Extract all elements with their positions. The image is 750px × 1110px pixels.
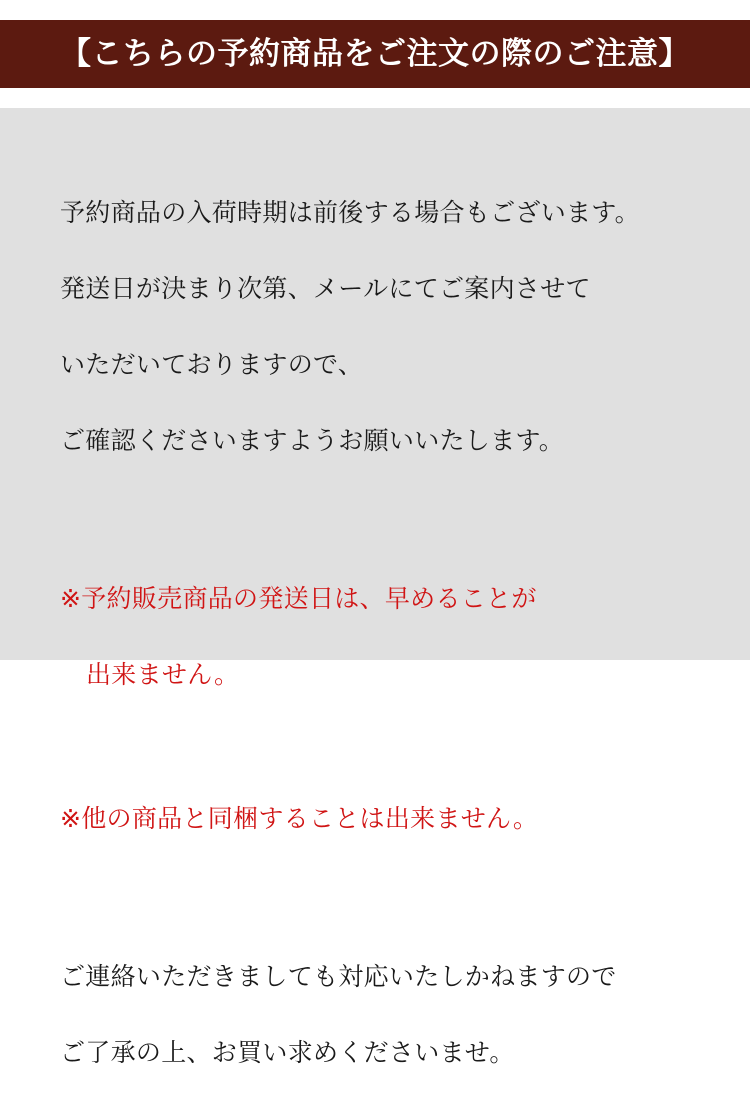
notice-warning-no-earlier-shipping-line-1: ※予約販売商品の発送日は、早めることが [60,584,537,613]
notice-warning-no-earlier-shipping-line-2: 出来ません。 [86,660,240,689]
notice-paragraph-shipping-timing-line-4: ご確認くださいますようお願いいたします。 [60,426,565,455]
spacer-1 [60,498,694,542]
notice-paragraph-acknowledgement-line-2: ご了承の上、お買い求めくださいませ。 [60,1038,515,1067]
notice-warning-no-earlier-shipping [60,542,694,732]
notice-paragraph-shipping-timing-line-3: いただいておりますので、 [60,350,364,379]
notice-paragraph-shipping-timing-line-2: 発送日が決まり次第、メールにてご案内させて [60,274,591,303]
notice-header-title: 【こちらの予約商品をご注文の際のご注意】 [60,35,690,72]
notice-warning-no-combined-shipping-line-1: ※他の商品と同梱することは出来ません。 [60,804,539,833]
spacer-2 [60,732,694,762]
spacer-3 [60,876,694,920]
notice-paragraph-shipping-timing [60,156,694,498]
notice-paragraph-shipping-timing-line-1: 予約商品の入荷時期は前後する場合もございます。 [60,198,640,227]
notice-body [0,108,750,1067]
notice-header-banner [0,20,750,88]
notice-paragraph-acknowledgement [60,920,694,1110]
notice-warning-no-combined-shipping [60,762,694,876]
notice-paragraph-acknowledgement-line-1: ご連絡いただきましても対応いたしかねますので [60,962,617,991]
